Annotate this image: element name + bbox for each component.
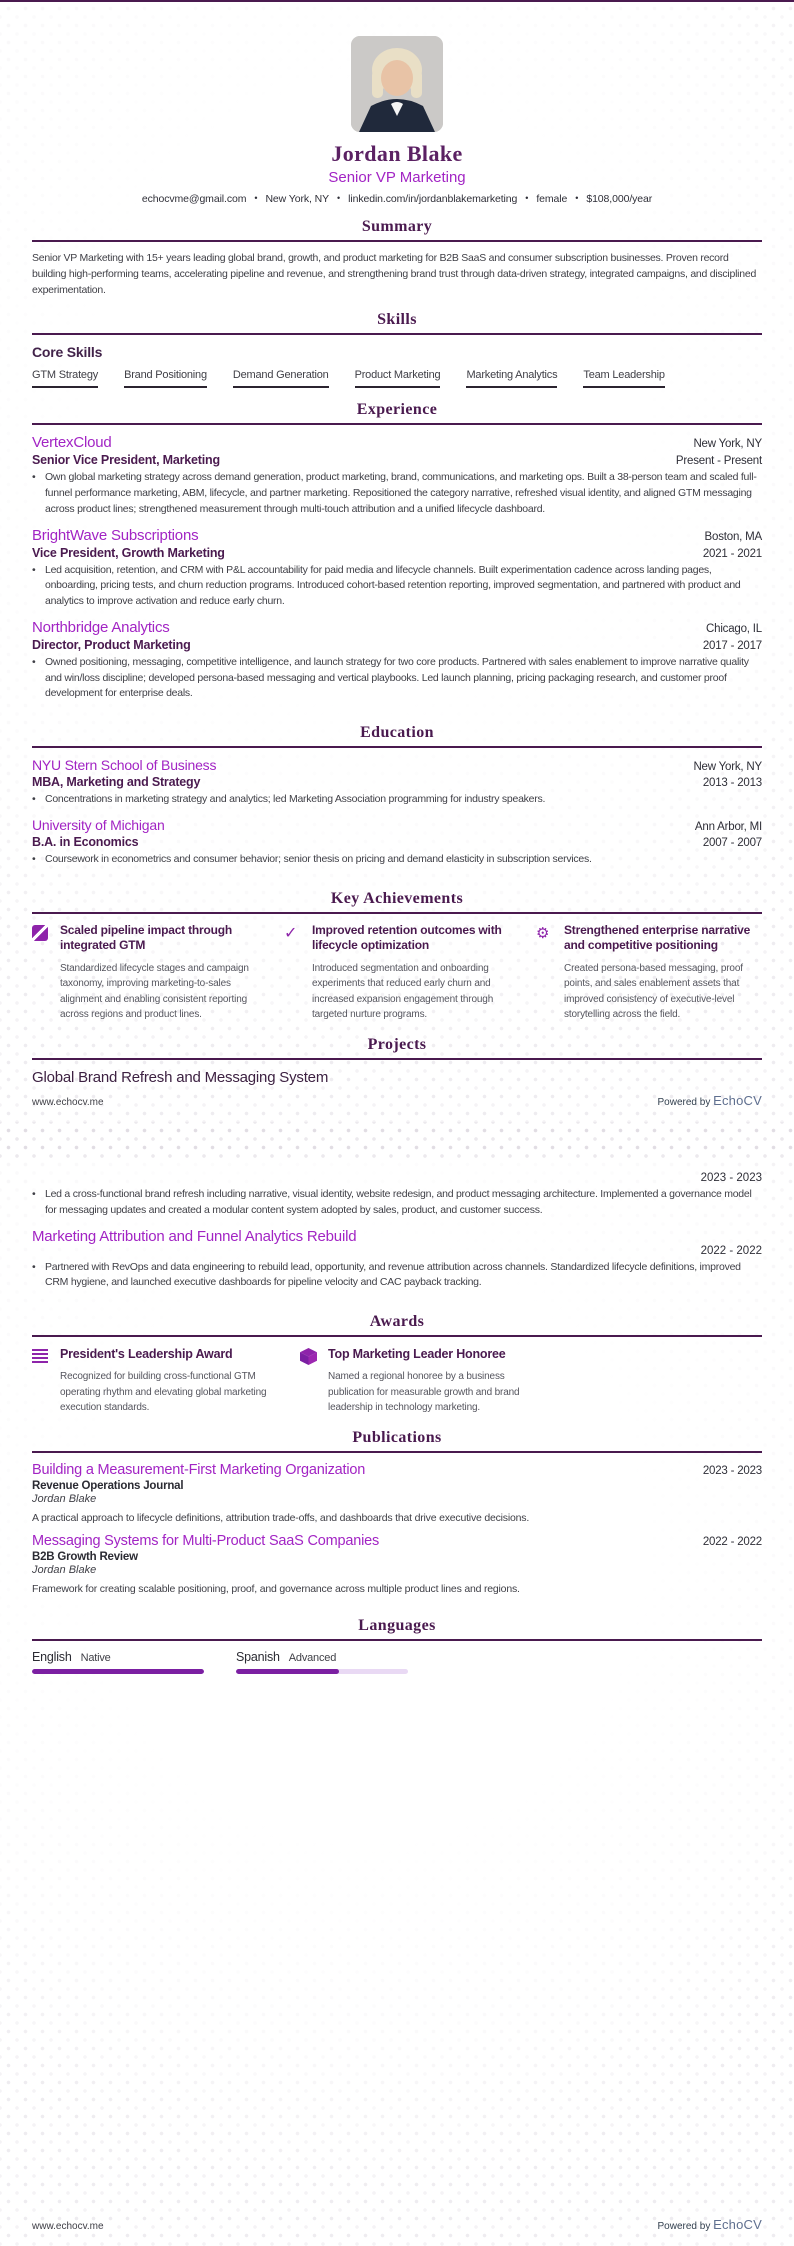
achievement-text: Standardized lifecycle stages and campaign taxonomy, improving marketing-to-sales alignment and enabling consistent reporting across regions and product lines.: [60, 962, 249, 1021]
company-location: Boston, MA: [704, 530, 762, 543]
education-dates: 2013 - 2013: [702, 777, 762, 789]
award-text: Recognized for building cross-functional GTM operating rhythm and elevating global marketing execution standards.: [60, 1371, 267, 1414]
project-dates: 2023 - 2023: [700, 1172, 762, 1184]
resume-page-1: [0, 0, 794, 1122]
education-entry: [32, 817, 762, 868]
section-divider: [32, 1639, 762, 1641]
project-name: Marketing Attribution and Funnel Analytics Rebuild: [32, 1227, 357, 1245]
section-projects: [32, 1036, 762, 1086]
contact-email[interactable]: echocvme@gmail.com: [141, 193, 247, 205]
achievement-title: Scaled pipeline impact through integrated GTM: [60, 922, 233, 953]
language-proficiency-track: [32, 1669, 204, 1674]
achievement-item: [536, 923, 762, 1023]
language-level: Native: [80, 1651, 111, 1664]
project-entry: [32, 1228, 762, 1292]
section-divider: [32, 1058, 762, 1060]
company-name: VertexCloud: [32, 434, 112, 452]
contact-separator: •: [575, 193, 579, 203]
publication-author: Jordan Blake: [32, 1492, 97, 1505]
contact-separator: •: [254, 193, 258, 203]
award-item: [32, 1346, 268, 1416]
check-icon: ✓: [284, 922, 298, 942]
candidate-name: Jordan Blake: [331, 141, 463, 166]
contact-separator: •: [525, 193, 529, 203]
company-location: Chicago, IL: [706, 622, 762, 635]
candidate-title: Senior VP Marketing: [328, 169, 466, 186]
publication-journal: B2B Growth Review: [32, 1550, 138, 1563]
skill-tag-list: [32, 369, 762, 388]
section-title-experience: Experience: [356, 401, 438, 419]
footer-site-link[interactable]: www.echocv.me: [32, 1097, 104, 1108]
company-name: Northbridge Analytics: [32, 618, 170, 636]
job-dates: Present - Present: [675, 455, 762, 468]
contact-separator: •: [337, 193, 341, 203]
publication-description: Framework for creating scalable positioning, proof, and governance across multiple product lines and regions.: [32, 1582, 520, 1595]
job-title: Senior Vice President, Marketing: [32, 453, 220, 468]
achievement-item: [32, 923, 258, 1023]
section-title-projects: Projects: [367, 1035, 427, 1053]
company-location: New York, NY: [693, 438, 762, 451]
contact-line: [32, 193, 762, 205]
section-divider: [32, 912, 762, 914]
page-footer: [32, 2217, 762, 2246]
education-entry: [32, 757, 762, 808]
footer-powered-by: [658, 1093, 762, 1108]
language-item: [32, 1650, 204, 1674]
section-title-awards: Awards: [369, 1313, 425, 1330]
job-title: Vice President, Growth Marketing: [32, 545, 225, 560]
job-bullet: Led acquisition, retention, and CRM with P&L accountability for paid media and lifecycle channels. Built experimentation cadence across landing pages, onboarding, pricing tests, and churn reduction programs. Introduced cohort-based retention reporting, improved segmentation, and partnered with product and analytics to improve activation and reduce early churn.: [45, 563, 741, 607]
award-text: Named a regional honoree by a business publication for measurable growth and brand leadership in technology marketing.: [328, 1371, 520, 1414]
section-title-education: Education: [360, 724, 434, 741]
section-title-languages: Languages: [358, 1616, 436, 1634]
publication-entry: [32, 1462, 762, 1524]
section-key-achievements: [32, 890, 762, 1023]
section-divider: [32, 423, 762, 425]
section-languages: [32, 1617, 762, 1674]
language-proficiency-track: [236, 1669, 408, 1674]
send-icon: [32, 925, 48, 941]
resume-page-2: [0, 1162, 794, 2246]
echocv-brand: EchoCV: [713, 2217, 762, 2232]
bullet-marker: •: [32, 563, 36, 576]
footer-powered-label: Powered by: [657, 2221, 711, 2232]
bullet-marker: •: [32, 655, 36, 668]
education-bullet: Coursework in econometrics and consumer behavior; senior thesis on pricing and demand elasticity in subscription services.: [45, 852, 592, 865]
language-name: English: [32, 1649, 72, 1664]
section-title-skills: Skills: [377, 311, 417, 329]
school-location: Ann Arbor, MI: [694, 820, 762, 833]
section-skills: [32, 311, 762, 388]
publication-title: Building a Measurement-First Marketing Organization: [32, 1461, 366, 1478]
degree: B.A. in Economics: [32, 834, 139, 849]
section-divider: [32, 1451, 762, 1453]
profile-photo: [351, 36, 443, 132]
footer-powered-label: Powered by: [657, 1097, 711, 1108]
achievement-text: Created persona-based messaging, proof points, and sales enablement assets that improved consistency of executive-level storytelling across the field.: [564, 962, 743, 1021]
profile-photo-illustration: [351, 36, 443, 132]
skills-group-title: Core Skills: [32, 344, 103, 361]
echocv-brand: EchoCV: [713, 1093, 762, 1108]
publication-entry: [32, 1533, 762, 1595]
page-footer: [32, 1093, 762, 1122]
publication-title: Messaging Systems for Multi-Product SaaS Companies: [32, 1532, 380, 1549]
language-name: Spanish: [236, 1649, 280, 1664]
job-dates: 2017 - 2017: [702, 639, 762, 652]
job-dates: 2021 - 2021: [702, 547, 762, 560]
section-experience: [32, 401, 762, 711]
achievement-item: [284, 923, 510, 1023]
project-dates: 2022 - 2022: [700, 1244, 762, 1257]
school-name: NYU Stern School of Business: [32, 757, 217, 773]
section-education: [32, 724, 762, 877]
award-title: Top Marketing Leader Honoree: [328, 1347, 506, 1361]
section-title-key-achievements: Key Achievements: [330, 889, 464, 907]
section-divider: [32, 1335, 762, 1337]
experience-entry: [32, 619, 762, 702]
contact-location: New York, NY: [265, 193, 330, 205]
education-dates: 2007 - 2007: [702, 836, 762, 849]
job-title: Director, Product Marketing: [32, 637, 191, 652]
award-title: President's Leadership Award: [60, 1347, 233, 1361]
school-location: New York, NY: [693, 761, 762, 773]
degree: MBA, Marketing and Strategy: [32, 775, 201, 789]
publication-dates: 2023 - 2023: [702, 1464, 762, 1477]
experience-entry: [32, 434, 762, 517]
section-divider: [32, 746, 762, 748]
package-icon: [300, 1348, 317, 1365]
school-name: University of Michigan: [32, 816, 165, 833]
language-proficiency-fill: [236, 1669, 339, 1674]
section-title-publications: Publications: [352, 1428, 442, 1446]
bullet-marker: •: [32, 471, 36, 484]
section-title-summary: Summary: [361, 218, 433, 235]
company-name: BrightWave Subscriptions: [32, 526, 199, 544]
achievement-text: Introduced segmentation and onboarding experiments that reduced early churn and increased expansion engagement through targeted nurture programs.: [312, 962, 494, 1021]
page-break-gap: [0, 1122, 794, 1162]
achievement-title: Strengthened enterprise narrative and competitive positioning: [564, 922, 751, 953]
section-divider: [32, 240, 762, 242]
section-summary: [32, 218, 762, 298]
bullet-marker: •: [32, 1260, 36, 1273]
footer-powered-by: [658, 2217, 762, 2232]
skill-tag: Marketing Analytics: [466, 369, 557, 388]
publication-author: Jordan Blake: [32, 1563, 97, 1576]
project-bullet: Partnered with RevOps and data engineering to rebuild lead, opportunity, and revenue attribution across channels. Standardized lifecycle definitions, improved CRM hygiene, and launched executive dashboards for pipeline velocity and CAC payback tracking.: [45, 1260, 741, 1289]
skill-tag: Product Marketing: [355, 369, 441, 388]
skill-tag: Team Leadership: [583, 369, 664, 388]
award-item: [300, 1346, 536, 1416]
contact-linkedin[interactable]: linkedin.com/in/jordanblakemarketing: [348, 193, 518, 205]
skill-tag: Brand Positioning: [124, 369, 207, 388]
summary-text: Senior VP Marketing with 15+ years leading global brand, growth, and product marketing for B2B SaaS and consumer subscription businesses. Proven record building high-performing teams, accelerating pipeline and revenue, and strengthening brand trust through data-driven strategy, integrated campaigns, and disciplined experimentation.: [32, 252, 757, 296]
education-bullet: Concentrations in marketing strategy and analytics; led Marketing Association programming for industry speakers.: [45, 793, 546, 805]
skill-tag: GTM Strategy: [32, 369, 98, 388]
project-name: Global Brand Refresh and Messaging System: [32, 1068, 329, 1086]
bullet-marker: •: [32, 852, 36, 865]
publication-journal: Revenue Operations Journal: [32, 1479, 184, 1492]
contact-salary: $108,000/year: [586, 193, 653, 205]
contact-gender: female: [536, 193, 568, 205]
gear-icon: ⚙: [536, 923, 550, 942]
publication-description: A practical approach to lifecycle definitions, attribution trade-offs, and dashboards that drive executive decisions.: [32, 1511, 530, 1524]
project-bullet: Led a cross-functional brand refresh including narrative, visual identity, website redesign, and product messaging architecture. Implemented a governance model for messaging updates and created a modular content system adopted by sales, product, and customer success.: [45, 1188, 752, 1216]
skill-tag: Demand Generation: [233, 369, 329, 388]
job-bullet: Owned positioning, messaging, competitive intelligence, and launch strategy for two core products. Partnered with sales enablement to improve narrative quality and win/loss discipline; developed persona-based messaging and vertical playbooks. Led launch planning, pricing packaging research, and customer proof development for enterprise deals.: [45, 655, 749, 700]
language-proficiency-fill: [32, 1669, 204, 1674]
footer-site-link[interactable]: www.echocv.me: [32, 2221, 104, 2232]
section-divider: [32, 333, 762, 335]
experience-entry: [32, 527, 762, 610]
job-bullet: Own global marketing strategy across demand generation, product marketing, brand, communications, and marketing ops. Built a 38-person team and scaled full-funnel performance marketing, ABM, lifecycle, and partner marketing. Repositioned the category narrative, refreshed visual identity, and aligned GTM messaging across product lines; strengthened measurement through multi-touch attribution and a unified lifecycle dashboard.: [45, 471, 757, 515]
project-entry: [32, 1172, 762, 1219]
bullet-marker: •: [32, 793, 36, 805]
section-awards: [32, 1313, 762, 1416]
language-level: Advanced: [288, 1651, 337, 1664]
publication-dates: 2022 - 2022: [702, 1535, 762, 1548]
achievement-title: Improved retention outcomes with lifecycle optimization: [312, 922, 502, 953]
bullet-marker: •: [32, 1188, 36, 1200]
section-publications: [32, 1429, 762, 1604]
language-item: [236, 1650, 408, 1674]
list-icon: [32, 1349, 48, 1363]
